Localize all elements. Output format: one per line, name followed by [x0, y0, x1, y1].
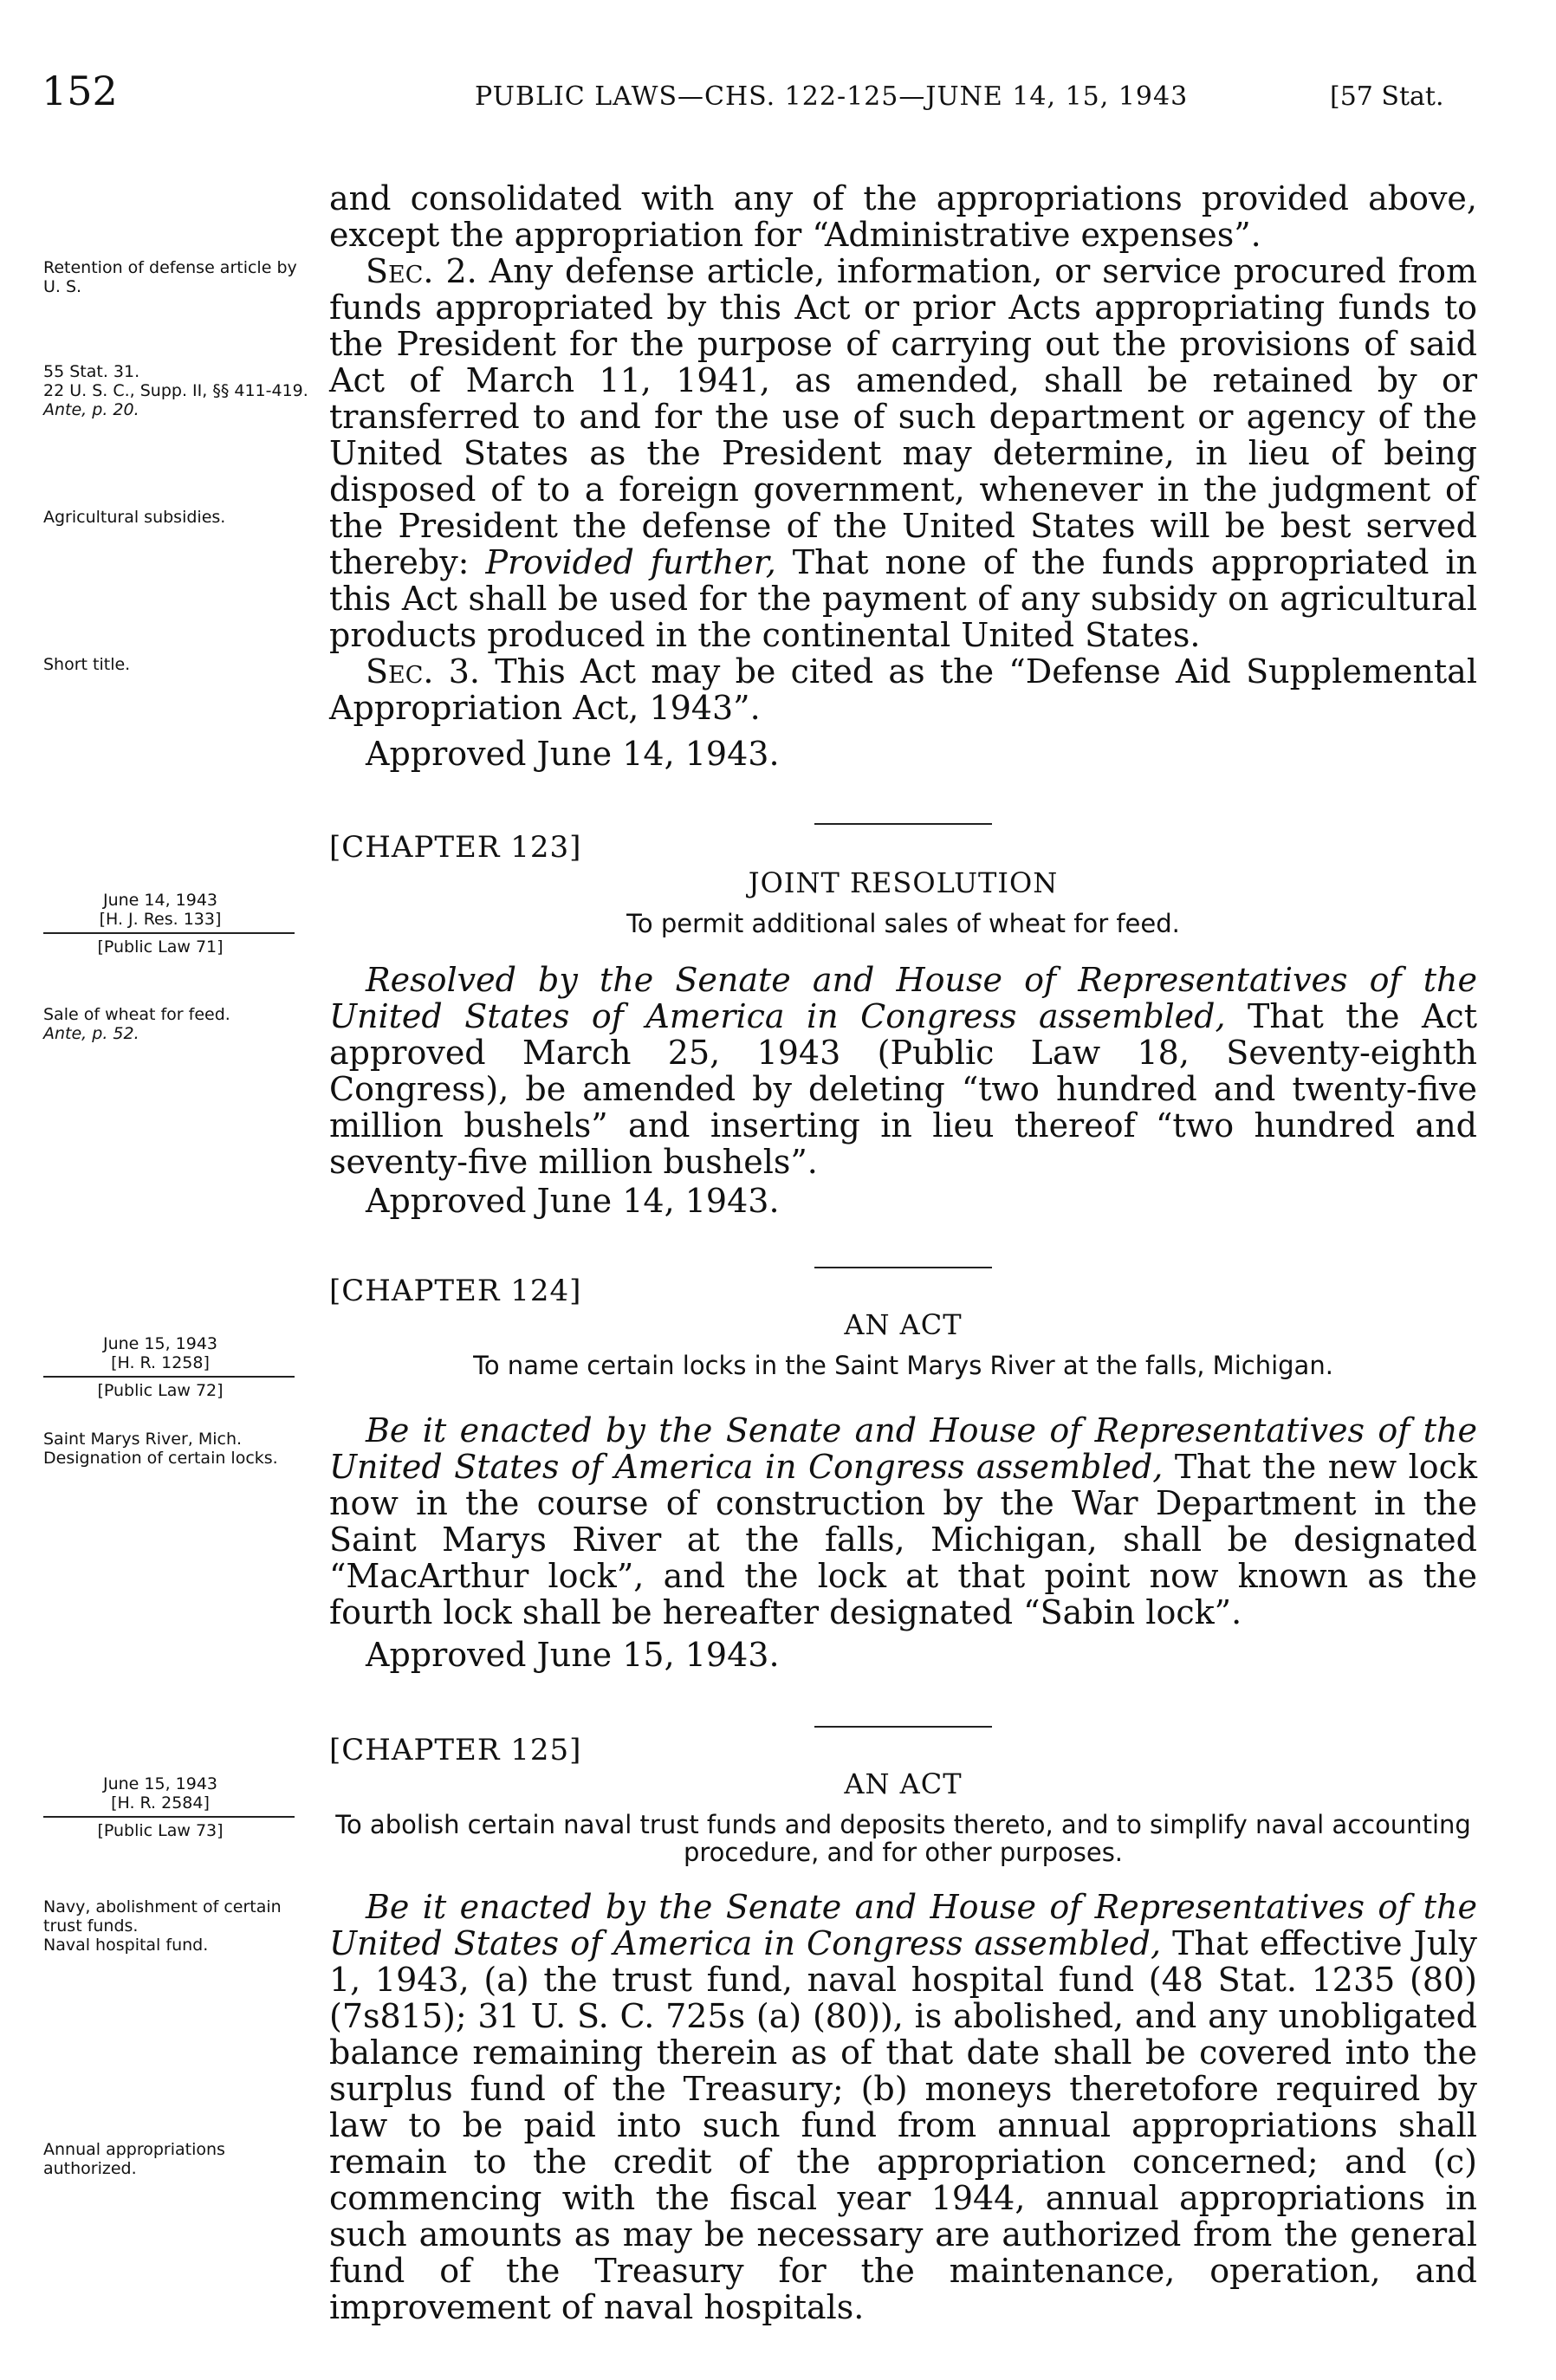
ch124-bill: [H. R. 1258] — [111, 1353, 210, 1372]
margin-note-ch125-identifiers — [43, 1774, 277, 1840]
ch124-enacting-clause: Be it enacted by the Senate and House of Representatives of the United States of America in Congress assembled, — [329, 1411, 1477, 1486]
ch125-rule — [43, 1816, 295, 1818]
ch124-chapter-label: [CHAPTER 124] — [329, 1274, 582, 1308]
margin-note-wheat — [43, 1005, 312, 1043]
margin-note-citations — [43, 362, 312, 419]
wheat-note: Sale of wheat for feed. — [43, 1005, 230, 1024]
wheat-ante: Ante, p. 52. — [43, 1024, 139, 1043]
volume-reference: [57 Stat. — [1330, 81, 1444, 112]
ch123-chapter-label: [CHAPTER 123] — [329, 830, 582, 865]
ch125-purpose: To abolish certain naval trust funds and deposits thereto, and to simplify naval accounting procedure, and for other purposes. — [335, 1810, 1471, 1867]
ch125-bill: [H. R. 2584] — [111, 1793, 210, 1813]
ch124-paragraph — [329, 1412, 1477, 1631]
margin-note-ch123-identifiers — [43, 891, 277, 957]
ch123-approved: Approved June 14, 1943. — [366, 1182, 780, 1220]
margin-citation-usc: 22 U. S. C., Supp. II, §§ 411-419. — [43, 381, 308, 400]
ch125-enacting-clause: Be it enacted by the Senate and House of Representatives of the United States of America in Congress assembled, — [329, 1888, 1477, 1962]
divider-ch125 — [814, 1726, 992, 1728]
sec3-label: Sec. 3. — [366, 652, 480, 691]
ch125-paragraph — [329, 1889, 1477, 2325]
ch123-paragraph — [329, 962, 1477, 1180]
ch124-body — [329, 1412, 1477, 1631]
ch123-bill: [H. J. Res. 133] — [99, 910, 222, 929]
ch123-heading: JOINT RESOLUTION — [748, 866, 1059, 899]
divider-ch123 — [814, 823, 992, 825]
ch125-text: That effective July 1, 1943, (a) the trust fund, naval hospital fund (48 Stat. 1235 (80) (7s815); 31 U. S. C. 725s (a) (80)), is abolished, and any unobligated balance remaining therein as of that date shall be covered into the surplus fund of the Treasury; (b) moneys theretofore required by law to be paid into such fund from annual appropriations shall remain to the credit of the appropriation concerned; and (c) commencing with the fiscal year 1944, annual appropriations in such amounts as may be necessary are authorized from the general fund of the Treasury for the maintenance, operation, and improvement of naval hospitals. — [329, 1924, 1477, 2326]
ch124-law: [Public Law 72] — [97, 1381, 224, 1400]
sec2-rest: That none of the funds appropriated in this Act shall be used for the payment of any subsidy on agricultural products produced in the continental United States. — [329, 543, 1477, 654]
ch123-body — [329, 962, 1477, 1180]
sec3-text: This Act may be cited as the “Defense Aid Supplemental Appropriation Act, 1943”. — [329, 652, 1477, 727]
sec2-label: Sec. 2. — [366, 252, 477, 290]
ch123-rule — [43, 932, 295, 934]
saint-marys-note: Saint Marys River, Mich. — [43, 1430, 243, 1449]
ch124-purpose: To name certain locks in the Saint Marys River at the falls, Michigan. — [473, 1351, 1333, 1380]
margin-note-short-title: Short title. — [43, 655, 131, 674]
margin-note-saint-marys — [43, 1430, 312, 1468]
sec2-proviso: Provided further, — [485, 543, 776, 581]
margin-note-ch124-identifiers — [43, 1334, 277, 1400]
margin-citation-stat: 55 Stat. 31. — [43, 362, 140, 381]
ch125-body — [329, 1889, 1477, 2325]
ch123-date: June 14, 1943 — [102, 891, 218, 910]
ch122-sec2 — [329, 253, 1477, 653]
navy-note: Navy, abolishment of certain trust funds. — [43, 1897, 282, 1936]
ch123-purpose: To permit additional sales of wheat for feed. — [626, 909, 1180, 938]
margin-note-annual: Annual appropriations authorized. — [43, 2140, 225, 2178]
designation-note: Designation of certain locks. — [43, 1449, 278, 1468]
sec2-text: Any defense article, information, or service procured from funds appropriated by this Act or prior Acts appropriating funds to the President for the purpose of carrying out the provisions of said Act of March 11, 1941, as amended, shall be retained by or transferred to and for the use of such department or agency of the United States as the President may determine, in lieu of being disposed of to a foreign government, whenever in the judgment of the President the defense of the United States will be best served thereby: — [329, 252, 1477, 581]
ch123-law: [Public Law 71] — [97, 937, 224, 957]
running-title: PUBLIC LAWS—CHS. 122-125—JUNE 14, 15, 1943 — [475, 81, 1189, 112]
divider-ch124 — [814, 1267, 992, 1268]
ch124-heading: AN ACT — [844, 1308, 963, 1341]
ch124-approved: Approved June 15, 1943. — [366, 1636, 780, 1674]
ch125-date: June 15, 1943 — [102, 1774, 218, 1793]
ch122-approved: Approved June 14, 1943. — [366, 735, 780, 773]
ch125-heading: AN ACT — [844, 1767, 963, 1800]
ch125-law: [Public Law 73] — [97, 1821, 224, 1840]
margin-citation-ante: Ante, p. 20. — [43, 400, 139, 419]
ch123-enacting-clause: Resolved by the Senate and House of Representatives of the United States of America in Congress assembled, — [329, 961, 1477, 1035]
ch122-para1: and consolidated with any of the appropriations provided above, except the appropriation for “Administrative expenses”. — [329, 179, 1477, 254]
margin-note-agricultural: Agricultural subsidies. — [43, 508, 226, 527]
ch122-sec3 — [329, 653, 1477, 726]
ch124-rule — [43, 1376, 295, 1378]
ch125-chapter-label: [CHAPTER 125] — [329, 1733, 582, 1767]
naval-hospital-note: Naval hospital fund. — [43, 1936, 209, 1955]
ch124-date: June 15, 1943 — [102, 1334, 218, 1353]
margin-note-navy — [43, 1897, 312, 1955]
ch124-text: That the new lock now in the course of construction by the War Department in the Saint Marys River at the falls, Michigan, shall be designated “MacArthur lock”, and the lock at that point now known as the fourth lock shall be hereafter designated “Sabin lock”. — [329, 1448, 1477, 1631]
page-number: 152 — [42, 68, 118, 114]
ch122-body — [329, 180, 1477, 726]
margin-note-retention: Retention of defense article by U. S. — [43, 258, 297, 296]
ch123-text: That the Act approved March 25, 1943 (Public Law 18, Seventy-eighth Congress), be amended by deleting “two hundred and twenty-five million bushels” and inserting in lieu thereof “two hundred and seventy-five million bushels”. — [329, 997, 1477, 1181]
